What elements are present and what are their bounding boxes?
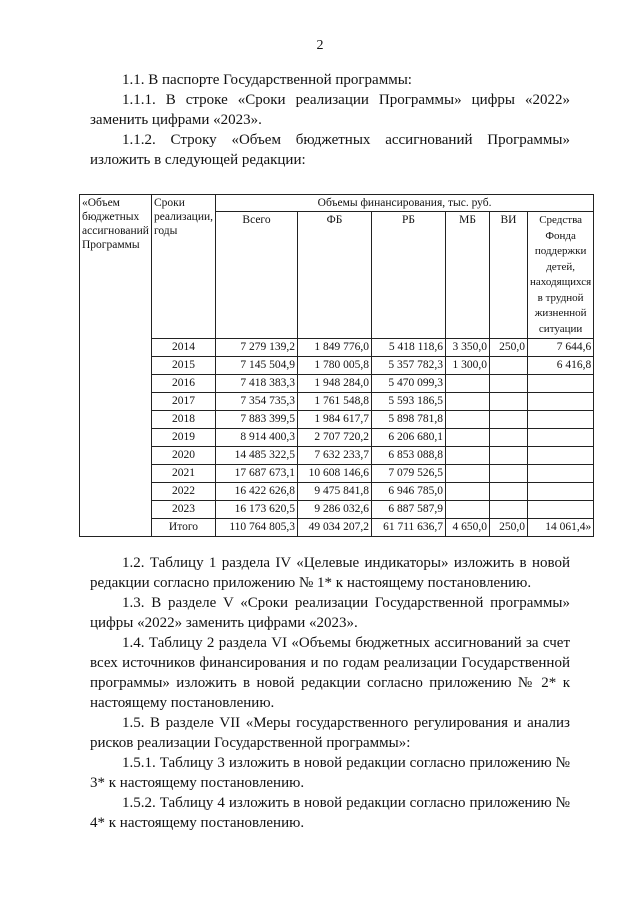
paragraph-text: 1.1.2. Строку «Объем бюджетных ассигнований Программы» изложить в следующей редакции: <box>90 132 570 168</box>
table-cell-fund <box>528 429 594 447</box>
table-cell-fb: 2 707 720,2 <box>298 429 372 447</box>
table-cell-vi <box>490 483 528 501</box>
paragraph <box>90 130 570 170</box>
paragraph-text: 1.2. Таблицу 1 раздела IV «Целевые индикаторы» изложить в новой редакции согласно приложению № 1* к настоящему постановлению. <box>90 555 570 591</box>
table-row <box>80 429 594 447</box>
paragraph-text: 1.5.1. Таблицу 3 изложить в новой редакции согласно приложению № 3* к настоящему постановлению. <box>90 755 570 791</box>
column-header-text: Всего <box>242 214 271 226</box>
table-cell-fund <box>528 465 594 483</box>
table-row <box>80 519 594 537</box>
table-cell-total: 7 279 139,2 <box>216 339 298 357</box>
table-cell-year: Итого <box>151 519 215 537</box>
table-cell-mb <box>446 447 490 465</box>
paragraph <box>90 553 570 593</box>
table-cell-mb <box>446 375 490 393</box>
table-cell-fund <box>528 447 594 465</box>
table-cell-total: 7 883 399,5 <box>216 411 298 429</box>
funding-header: Объемы финансирования, тыс. руб. <box>317 197 492 209</box>
column-header <box>528 212 594 339</box>
table-cell-rb: 5 470 099,3 <box>372 375 446 393</box>
table-row <box>80 447 594 465</box>
table-cell-fb: 1 761 548,8 <box>298 393 372 411</box>
table-cell-total: 16 422 626,8 <box>216 483 298 501</box>
table-cell-fund: 14 061,4» <box>528 519 594 537</box>
table-cell-fb: 10 608 146,6 <box>298 465 372 483</box>
table-cell-total: 7 354 735,3 <box>216 393 298 411</box>
paragraph-text: 1.1.1. В строке «Сроки реализации Программы» цифры «2022» заменить цифрами «2023». <box>90 92 570 128</box>
table-row <box>80 375 594 393</box>
paragraph-text: 1.5. В разделе VII «Меры государственного регулирования и анализ рисков реализации Государственной программы»: <box>90 715 570 751</box>
table-cell-fb: 1 849 776,0 <box>298 339 372 357</box>
table-cell-fund <box>528 411 594 429</box>
table-cell-mb <box>446 483 490 501</box>
table-cell-mb <box>446 411 490 429</box>
table-cell-rb: 5 357 782,3 <box>372 357 446 375</box>
table-cell-vi <box>490 447 528 465</box>
table-cell-mb: 1 300,0 <box>446 357 490 375</box>
table-cell-vi: 250,0 <box>490 339 528 357</box>
intro-text <box>90 70 570 170</box>
table-cell-fb: 1 780 005,8 <box>298 357 372 375</box>
table-cell-rb: 6 206 680,1 <box>372 429 446 447</box>
table-row <box>80 411 594 429</box>
column-header-text: ФБ <box>326 214 343 226</box>
table-cell-vi <box>490 357 528 375</box>
table-cell-year: 2017 <box>151 393 215 411</box>
table-cell-fb: 49 034 207,2 <box>298 519 372 537</box>
table-cell-rb: 5 898 781,8 <box>372 411 446 429</box>
table-cell-vi <box>490 429 528 447</box>
row-label: «Объем бюджетных ассигнований Программы <box>82 197 149 251</box>
paragraph-text: 1.5.2. Таблицу 4 изложить в новой редакции согласно приложению № 4* к настоящему постановлению. <box>90 795 570 831</box>
table-cell-rb: 5 593 186,5 <box>372 393 446 411</box>
table-row <box>80 339 594 357</box>
column-header <box>298 212 372 339</box>
table-cell-year: 2019 <box>151 429 215 447</box>
table-cell-year: 2022 <box>151 483 215 501</box>
table-cell-fund: 6 416,8 <box>528 357 594 375</box>
table-cell-year: 2021 <box>151 465 215 483</box>
column-header-text: ВИ <box>500 214 517 226</box>
table-cell-year: 2023 <box>151 501 215 519</box>
table-cell-fb: 7 632 233,7 <box>298 447 372 465</box>
table-cell-rb: 5 418 118,6 <box>372 339 446 357</box>
table-cell-vi <box>490 375 528 393</box>
paragraph-text: 1.1. В паспорте Государственной программы: <box>122 72 412 88</box>
period-header-cell <box>151 195 215 339</box>
period-header: Сроки реализации, годы <box>153 197 214 237</box>
table-cell-year: 2015 <box>151 357 215 375</box>
column-header <box>372 212 446 339</box>
table-cell-fund <box>528 393 594 411</box>
row-label-cell <box>80 195 152 537</box>
table-cell-vi <box>490 501 528 519</box>
table-cell-vi <box>490 465 528 483</box>
table-cell-fb: 9 286 032,6 <box>298 501 372 519</box>
table-cell-fund <box>528 375 594 393</box>
table-cell-rb: 6 946 785,0 <box>372 483 446 501</box>
table-cell-mb: 3 350,0 <box>446 339 490 357</box>
table-cell-total: 16 173 620,5 <box>216 501 298 519</box>
paragraph <box>90 70 570 90</box>
column-header <box>446 212 490 339</box>
table-row <box>80 501 594 519</box>
table-cell-total: 17 687 673,1 <box>216 465 298 483</box>
table-header-row <box>80 195 594 212</box>
table-cell-total: 8 914 400,3 <box>216 429 298 447</box>
table-cell-vi: 250,0 <box>490 519 528 537</box>
table-cell-total: 7 418 383,3 <box>216 375 298 393</box>
paragraph-text: 1.4. Таблицу 2 раздела VI «Объемы бюджетных ассигнований за счет всех источников финансирования и по годам реализации Государственной программы» изложить в новой редакции согласно приложению № 2* к настоящему постановлению. <box>90 635 570 711</box>
page-number: 2 <box>316 38 324 53</box>
table-cell-vi <box>490 393 528 411</box>
table-row <box>80 465 594 483</box>
funding-header-cell <box>216 195 594 212</box>
table-cell-vi <box>490 411 528 429</box>
table-cell-fb: 1 984 617,7 <box>298 411 372 429</box>
paragraph <box>90 713 570 753</box>
column-header <box>490 212 528 339</box>
table-cell-fund: 7 644,6 <box>528 339 594 357</box>
table-row <box>80 483 594 501</box>
table-cell-total: 14 485 322,5 <box>216 447 298 465</box>
paragraph-text: 1.3. В разделе V «Сроки реализации Государственной программы» цифры «2022» заменить цифрами «2023». <box>90 595 570 631</box>
table-row <box>80 357 594 375</box>
column-header-text: МБ <box>459 214 476 226</box>
paragraph <box>90 593 570 633</box>
table-cell-rb: 7 079 526,5 <box>372 465 446 483</box>
table-cell-year: 2020 <box>151 447 215 465</box>
paragraph <box>90 753 570 793</box>
table-cell-fund <box>528 483 594 501</box>
table-cell-total: 7 145 504,9 <box>216 357 298 375</box>
table-cell-fb: 9 475 841,8 <box>298 483 372 501</box>
table-cell-fb: 1 948 284,0 <box>298 375 372 393</box>
table-cell-rb: 6 853 088,8 <box>372 447 446 465</box>
column-header-text: Средства Фонда поддержки детей, находящихся в трудной жизненной ситуации <box>530 214 592 335</box>
table-cell-mb <box>446 429 490 447</box>
column-header <box>216 212 298 339</box>
table-cell-mb <box>446 501 490 519</box>
table-cell-year: 2018 <box>151 411 215 429</box>
table-cell-total: 110 764 805,3 <box>216 519 298 537</box>
table-cell-rb: 61 711 636,7 <box>372 519 446 537</box>
table-row <box>80 393 594 411</box>
table-cell-mb <box>446 393 490 411</box>
funding-table <box>79 194 594 537</box>
table-cell-fund <box>528 501 594 519</box>
table-cell-year: 2016 <box>151 375 215 393</box>
table-cell-year: 2014 <box>151 339 215 357</box>
outro-text <box>90 553 570 833</box>
paragraph <box>90 793 570 833</box>
table-cell-rb: 6 887 587,9 <box>372 501 446 519</box>
table-cell-mb: 4 650,0 <box>446 519 490 537</box>
paragraph <box>90 90 570 130</box>
table-cell-mb <box>446 465 490 483</box>
paragraph <box>90 633 570 713</box>
column-header-text: РБ <box>402 214 416 226</box>
